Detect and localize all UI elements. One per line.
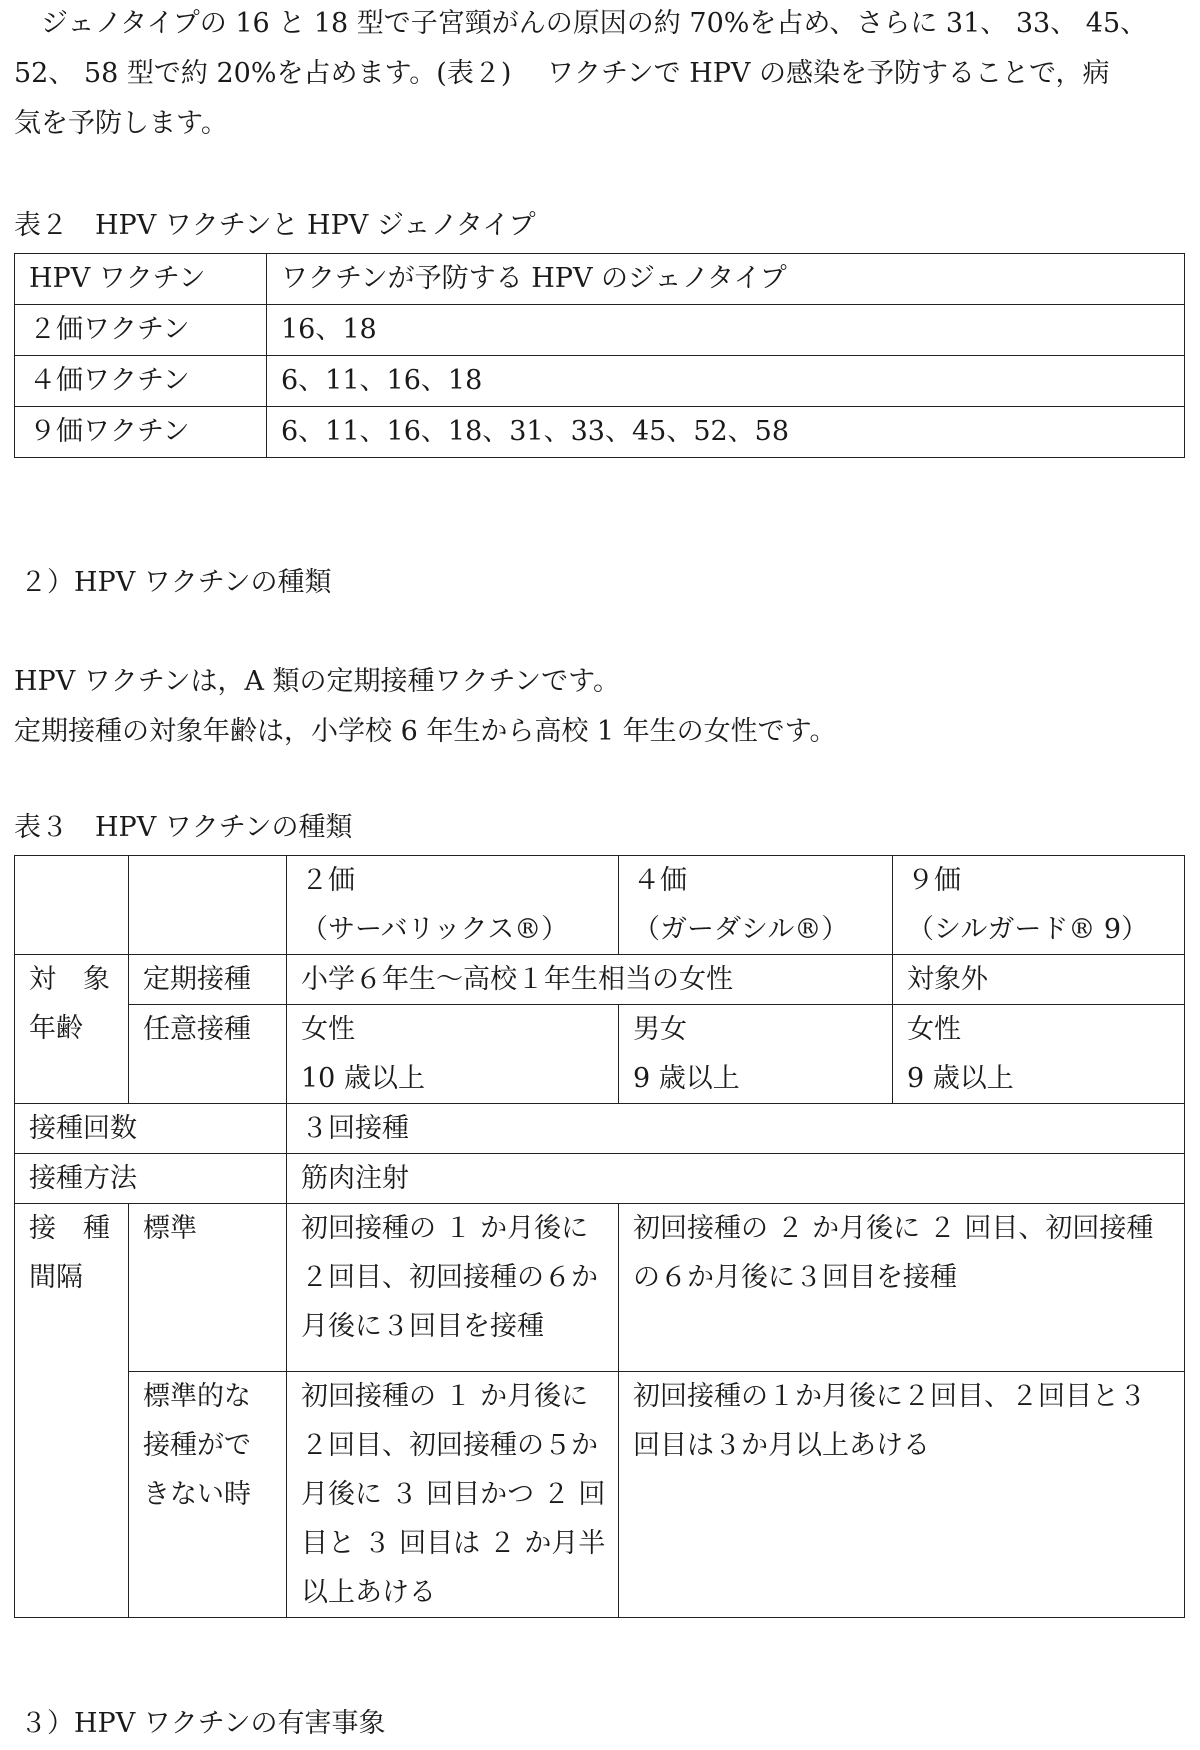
nonstandard-label (129, 1372, 287, 1618)
method-label: 接種方法 (15, 1154, 287, 1204)
count-label: 接種回数 (15, 1104, 287, 1154)
table2-caption: 表２ HPV ワクチンと HPV ジェノタイプ (14, 210, 536, 241)
table2-cell: 6、11、16、18、31、33、45、52、58 (267, 407, 1185, 458)
table-row (15, 955, 1185, 1005)
cell-line: 以上あける (301, 1577, 436, 1608)
intro-line-3: 気を予防します。 (14, 108, 228, 139)
cell-line: 女性 (301, 1014, 355, 1045)
cell-line: 10 歳以上 (301, 1063, 425, 1094)
intro-line-2: 52、 58 型で約 20%を占めます。(表２) ワクチンで HPV の感染を予防することで，病 (14, 58, 1110, 89)
table2-cell: 6、11、16、18 (267, 356, 1185, 407)
optional-c3 (893, 1005, 1185, 1104)
cell-line: 初回接種の１か月後に２回目、２回目と３ (633, 1381, 1146, 1412)
cell-line: きない時 (143, 1479, 251, 1510)
cell-line: 回目は３か月以上あける (633, 1430, 930, 1461)
method-value: 筋肉注射 (287, 1154, 1185, 1204)
table3-header-2valent (287, 856, 619, 955)
label-line: 間隔 (29, 1262, 83, 1293)
cell-line: 9 歳以上 (633, 1063, 740, 1094)
table2-cell: ４価ワクチン (15, 356, 267, 407)
cell-line: 女性 (907, 1014, 961, 1045)
label-line: 接 種 (29, 1213, 110, 1244)
regular-label: 定期接種 (129, 955, 287, 1005)
table-row (15, 1154, 1185, 1204)
table2-cell: ２価ワクチン (15, 305, 267, 356)
standard-c1 (287, 1204, 619, 1372)
table3 (14, 855, 1185, 1618)
table3-corner-cell (15, 856, 129, 955)
interval-label (15, 1204, 129, 1618)
cell-spacer (301, 1351, 618, 1371)
header-line: ９価 (907, 865, 961, 896)
table3-caption: 表３ HPV ワクチンの種類 (14, 812, 353, 843)
header-line: （サーバリックス®） (301, 914, 569, 945)
cell-line: 初回接種の ２ か月後に ２ 回目、初回接種 (633, 1213, 1154, 1244)
cell-line: 月後に３回目を接種 (301, 1311, 544, 1342)
age-label (15, 955, 129, 1104)
cell-line: 初回接種の １ か月後に (301, 1381, 589, 1412)
table2-cell: ９価ワクチン (15, 407, 267, 458)
optional-c2 (619, 1005, 893, 1104)
table2 (14, 253, 1185, 458)
header-line: （シルガード® 9） (907, 914, 1149, 945)
table-row (15, 407, 1185, 458)
standard-c23 (619, 1204, 1185, 1372)
section2-para-1: HPV ワクチンは，A 類の定期接種ワクチンです。 (14, 666, 621, 697)
cell-line: 接種がで (143, 1430, 251, 1461)
cell-line: 男女 (633, 1014, 687, 1045)
cell-line: 初回接種の １ か月後に (301, 1213, 589, 1244)
cell-line: ２回目、初回接種の５か (301, 1430, 598, 1461)
table-row (15, 254, 1185, 305)
table3-header-9valent (893, 856, 1185, 955)
table2-header-vaccine: HPV ワクチン (15, 254, 267, 305)
section2-heading: ２）HPV ワクチンの種類 (20, 567, 332, 598)
cell-line: の６か月後に３回目を接種 (633, 1262, 957, 1293)
label-line: 対 象 (29, 964, 110, 995)
count-value: ３回接種 (287, 1104, 1185, 1154)
table-row (15, 1372, 1185, 1618)
table-row (15, 356, 1185, 407)
header-line: （ガーダシル®） (633, 914, 849, 945)
header-line: ４価 (633, 865, 687, 896)
label-line: 年齢 (29, 1013, 83, 1044)
standard-label: 標準 (129, 1204, 287, 1372)
optional-label: 任意接種 (129, 1005, 287, 1104)
cell-line: 月後に ３ 回目かつ ２ 回 (301, 1479, 606, 1510)
table-row (15, 305, 1185, 356)
table2-header-genotypes: ワクチンが予防する HPV のジェノタイプ (267, 254, 1185, 305)
table-row (15, 1005, 1185, 1104)
table3-corner-cell (129, 856, 287, 955)
cell-line: 目と ３ 回目は ２ か月半 (301, 1528, 606, 1559)
table2-cell: 16、18 (267, 305, 1185, 356)
intro-line-1: ジェノタイプの 16 と 18 型で子宮頸がんの原因の約 70%を占め、さらに 31、 33、 45、 (14, 8, 1148, 39)
section3-heading: ３）HPV ワクチンの有害事象 (20, 1708, 386, 1739)
table-row (15, 1204, 1185, 1372)
section2-para-2: 定期接種の対象年齢は，小学校 6 年生から高校 1 年生の女性です。 (14, 716, 837, 747)
regular-c3: 対象外 (893, 955, 1185, 1005)
table-row (15, 1104, 1185, 1154)
cell-line: ２回目、初回接種の６か (301, 1262, 598, 1293)
cell-line: 9 歳以上 (907, 1063, 1014, 1094)
table3-header-4valent (619, 856, 893, 955)
cell-line: 標準的な (143, 1381, 251, 1412)
nonstandard-c23 (619, 1372, 1185, 1618)
optional-c1 (287, 1005, 619, 1104)
table-row (15, 856, 1185, 955)
nonstandard-c1 (287, 1372, 619, 1618)
regular-c12: 小学６年生～高校１年生相当の女性 (287, 955, 893, 1005)
header-line: ２価 (301, 865, 355, 896)
